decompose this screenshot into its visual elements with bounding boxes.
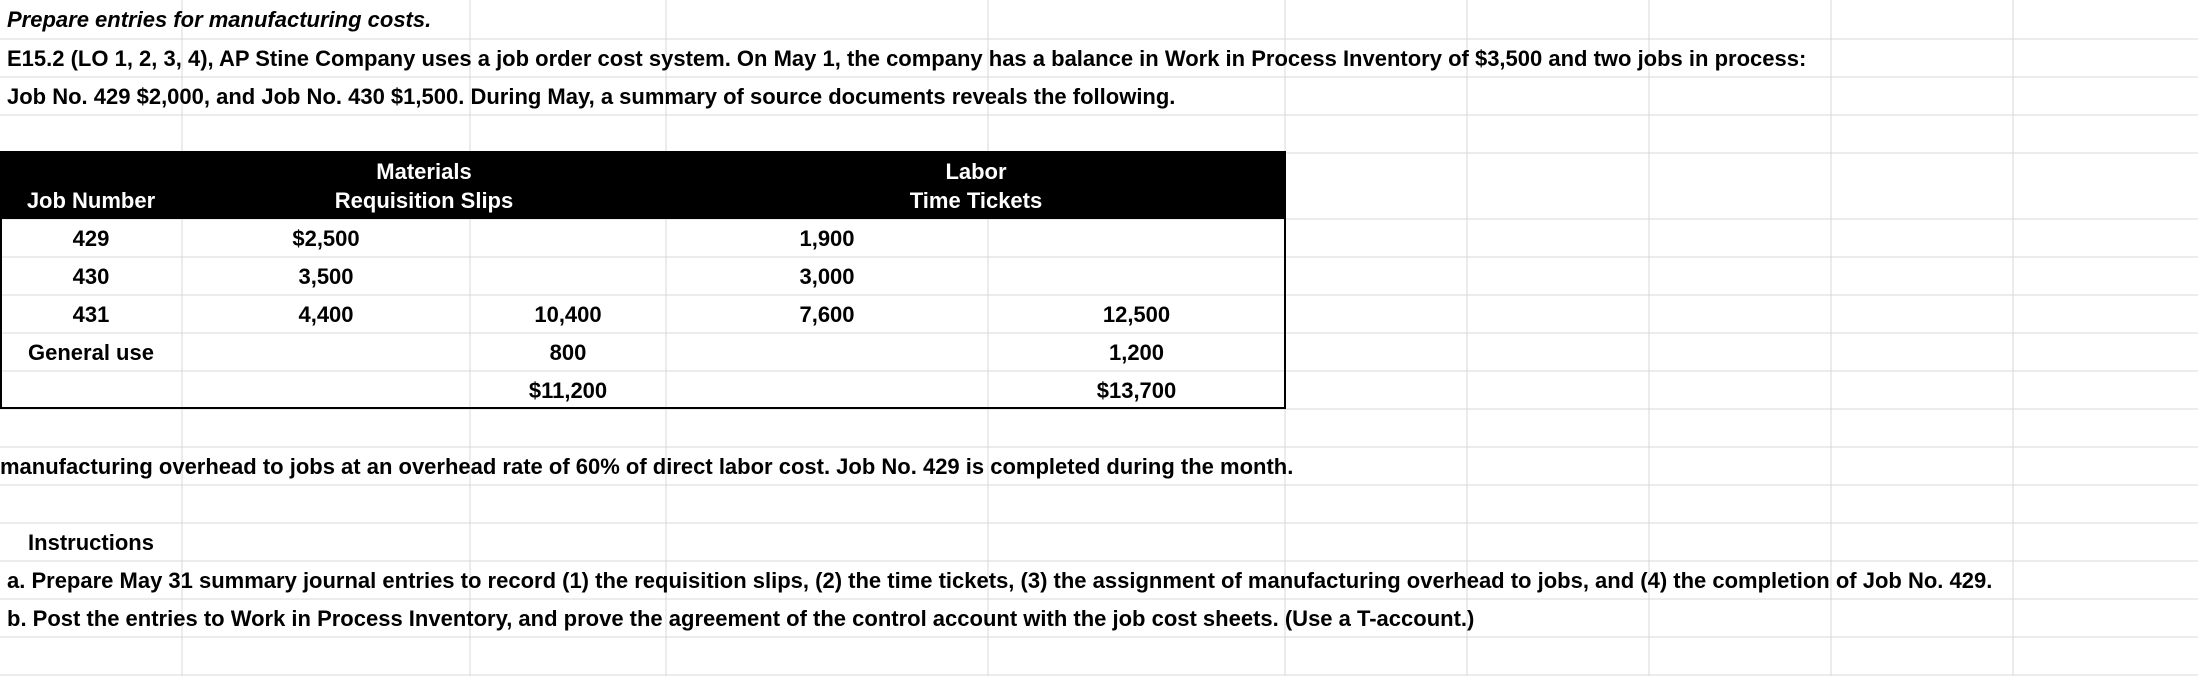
cell-labor: 3,000: [799, 264, 855, 289]
cell-materials: [182, 372, 470, 410]
cell-job: [0, 372, 182, 410]
cell-materials-total: [470, 220, 666, 258]
intro-line-1: E15.2 (LO 1, 2, 3, 4), AP Stine Company uses a job order cost system. On May 1, the company has a balance in Work in Process Inventory of $3,500 and two jobs in process:: [7, 46, 1807, 71]
cell-job: General use: [28, 340, 154, 365]
cell-labor: [666, 334, 988, 372]
cell-materials-total: 800: [549, 340, 587, 365]
instruction-b: b. Post the entries to Work in Process Inventory, and prove the agreement of the control account with the job cost sheets. (Use a T-account.): [7, 606, 1475, 631]
cell-labor: 7,600: [799, 302, 855, 327]
cell-materials: 4,400: [298, 302, 354, 327]
cell-labor-total: [988, 258, 1285, 296]
page-title: Prepare entries for manufacturing costs.: [7, 7, 432, 32]
cell-materials-total: 10,400: [534, 302, 602, 327]
header-job-number: Job Number: [26, 188, 156, 213]
cell-labor: 1,900: [799, 226, 855, 251]
cell-labor-total: 1,200: [1108, 340, 1165, 365]
cell-labor-total: [988, 220, 1285, 258]
table-border-right: [1284, 151, 1286, 409]
table-border-bottom: [0, 407, 1286, 409]
cell-job: 429: [72, 226, 110, 251]
header-labor-line2: Time Tickets: [909, 188, 1043, 213]
cell-materials: 3,500: [298, 264, 354, 289]
cell-materials-total: $11,200: [528, 378, 608, 403]
cell-labor-total: $13,700: [1096, 378, 1177, 403]
cell-job: 430: [72, 264, 110, 289]
cell-job: 431: [72, 302, 110, 327]
cell-labor: [666, 372, 988, 410]
instruction-a: a. Prepare May 31 summary journal entries to record (1) the requisition slips, (2) the time tickets, (3) the assignment of manufacturing overhead to jobs, and (4) the completion of Job No. 429.: [7, 568, 1993, 593]
cell-materials: $2,500: [292, 226, 360, 251]
table-border-left: [0, 151, 2, 409]
overhead-text: manufacturing overhead to jobs at an overhead rate of 60% of direct labor cost. Job No. 429 is completed during the month.: [0, 454, 1294, 479]
header-materials-line2: Requisition Slips: [334, 188, 514, 213]
cell-labor-total: 12,500: [1102, 302, 1171, 327]
header-materials-line1: Materials: [376, 159, 472, 184]
instructions-label: Instructions: [28, 530, 154, 555]
cell-materials-total: [470, 258, 666, 296]
intro-line-2: Job No. 429 $2,000, and Job No. 430 $1,500. During May, a summary of source documents reveals the following.: [7, 84, 1176, 109]
cell-materials: [182, 334, 470, 372]
header-labor-line1: Labor: [945, 159, 1007, 184]
